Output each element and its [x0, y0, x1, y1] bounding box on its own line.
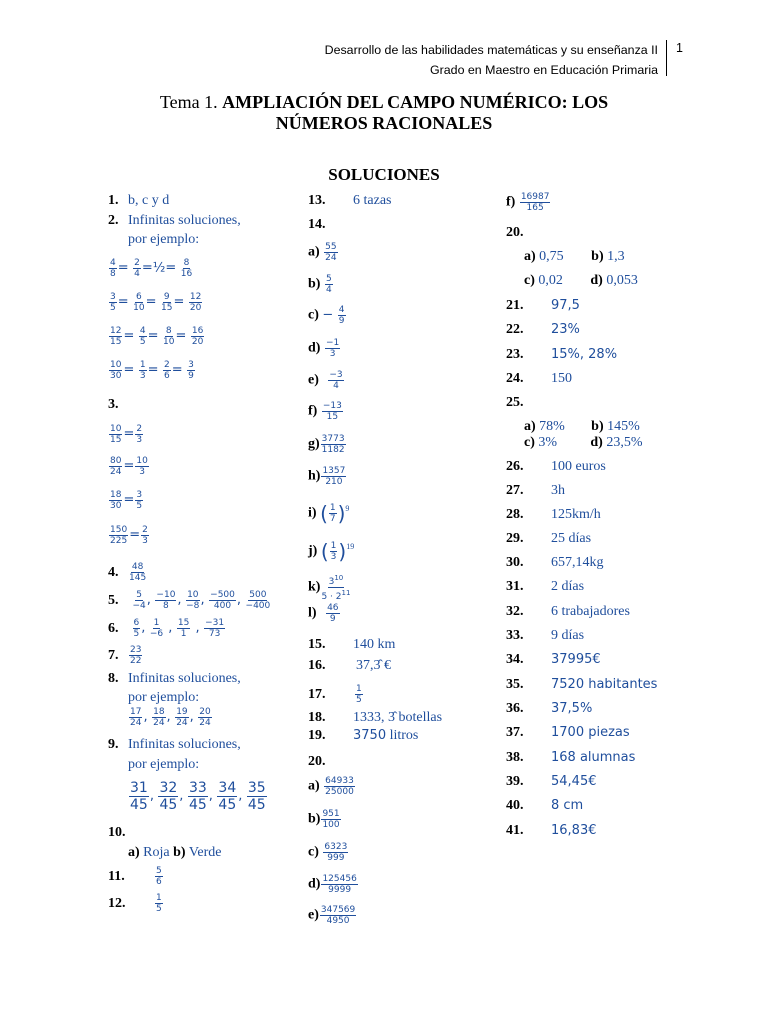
answer-2-eq-d: $\frac{10}{30}$ = $\frac{1}{3}$ = $\frac{2}{6}$ = $\frac{3}{9}$ [110, 360, 194, 381]
answer-33: 33. 9 días [506, 628, 585, 643]
answer-25-cd: c) 3% d) 23,5% [524, 435, 643, 450]
answer-1 [108, 192, 169, 210]
answer-14: 14. [308, 217, 326, 232]
answer-3-a: $\frac{10}{15}$ = $\frac{2}{3}$ [110, 424, 143, 445]
item-number: 2. [108, 213, 119, 228]
fraction: $\frac{8}{16}$ [180, 258, 193, 279]
answer-34: 34. 37995€ [506, 652, 601, 667]
answer-20-pct: 20. [506, 225, 524, 240]
answer-14h: h) $\frac{1357}{210}$ [308, 466, 346, 487]
answer-20f: f) $\frac{16987}{165}$ [506, 192, 550, 213]
answer-36: 36. 37,5% [506, 701, 593, 716]
answer-7: 7. $\frac{23}{22}$ [108, 645, 142, 666]
answer-2 [108, 212, 241, 230]
answer-10-opts: a) Roja b) Verde [128, 845, 222, 860]
answer-31: 31. 2 días [506, 579, 585, 594]
answer-8-cont: por ejemplo: [128, 690, 200, 705]
answer-38: 38. 168 alumnas [506, 750, 636, 765]
answer-2-eq-c: $\frac{12}{15}$ = $\frac{4}{5}$ = $\frac{8}{10}$ = $\frac{16}{20}$ [110, 326, 204, 347]
answer-text: por ejemplo: [128, 232, 200, 247]
answer-3-c: $\frac{18}{30}$ = $\frac{3}{5}$ [110, 490, 143, 511]
header-degree: Grado en Maestro en Educación Primaria [430, 63, 658, 77]
answer-24: 24. 150 [506, 371, 572, 386]
answer-20e: e) $\frac{347569}{4950}$ [308, 905, 356, 926]
answer-22: 22. 23% [506, 322, 580, 337]
answer-25-ab: a) 78% b) 145% [524, 419, 640, 434]
answer-8-fracs: $\frac{17}{24}$ , $\frac{18}{24}$ , $\frac{19}{24}$ , $\frac{20}{24}$ [130, 707, 211, 728]
answer-2-cont [128, 231, 199, 249]
answer-3-d: $\frac{150}{225}$ = $\frac{2}{3}$ [110, 525, 148, 546]
answer-35: 35. 7520 habitantes [506, 677, 658, 692]
answer-20a: a) $\frac{64933}{25000}$ [308, 776, 354, 797]
answer-14a: a) $\frac{55}{24}$ [308, 242, 337, 263]
answer-20c: c) $\frac{6323}{999}$ [308, 842, 348, 863]
header-course: Desarrollo de las habilidades matemáticas y su enseñanza II [324, 43, 658, 57]
answer-32: 32. 6 trabajadores [506, 604, 630, 619]
title-line1: AMPLIACIÓN DEL CAMPO NUMÉRICO: LOS [222, 92, 609, 112]
answer-20d: d) $\frac{125456}{9999}$ [308, 874, 357, 895]
answer-15: 15. 140 km [308, 637, 396, 652]
answer-9-cont: por ejemplo: [128, 757, 200, 772]
answer-3-b: $\frac{80}{24}$ = $\frac{10}{3}$ [110, 456, 148, 477]
header-divider [666, 40, 667, 76]
answer-39: 39. 54,45€ [506, 774, 597, 789]
answer-8: 8. Infinitas soluciones, [108, 671, 241, 686]
answer-12: 12. $\frac{1}{5}$ [108, 893, 162, 914]
answer-2-eq-a: $\frac{4}{8}$ = $\frac{2}{4}$ =½= $\frac{8}{16}$ [110, 258, 193, 279]
answer-23: 23. 15%, 28% [506, 347, 618, 362]
answer-18: 18. 1333, 3̂ botellas [308, 710, 443, 725]
answer-26: 26. 100 euros [506, 459, 606, 474]
section-heading: SOLUCIONES [328, 165, 440, 184]
answer-14e: e) $\frac{-3}{4}$ [308, 370, 343, 391]
item-number: 3. [108, 397, 119, 412]
item-number: 1. [108, 193, 119, 208]
page-header [258, 40, 658, 80]
answer-9: 9. Infinitas soluciones, [108, 737, 241, 752]
answer-28: 28. 125km/h [506, 507, 601, 522]
answer-14g: g) $\frac{3773}{1182}$ [308, 434, 345, 455]
fraction: $\frac{2}{4}$ [134, 258, 140, 279]
answer-21: 21. 97,5 [506, 298, 580, 313]
answer-14d: d) $\frac{-1}{3}$ [308, 338, 340, 359]
answer-14j: j) ( $\frac{1}{3}$ )$^{19}$ [308, 539, 355, 564]
answer-14f: f) $\frac{-13}{15}$ [308, 401, 342, 422]
answer-11: 11. $\frac{5}{6}$ [108, 866, 162, 887]
answer-27: 27. 3h [506, 483, 565, 498]
answer-13: 13. 6 tazas [308, 193, 392, 208]
answer-41: 41. 16,83€ [506, 823, 597, 838]
answer-6: 6. $\frac{6}{5}$ , $\frac{1}{-6}$ , $\frac{15}{1}$ , $\frac{-31}{73}$ [108, 618, 225, 639]
answer-14i: i) ( $\frac{1}{7}$ )$^9$ [308, 501, 350, 526]
answer-19: 19. 3750 litros [308, 728, 419, 743]
answer-14b: b) $\frac{5}{4}$ [308, 274, 332, 295]
answer-20b: b) $\frac{951}{100}$ [308, 809, 340, 830]
document-title [0, 92, 768, 134]
answer-40: 40. 8 cm [506, 798, 584, 813]
answer-3 [108, 396, 119, 414]
answer-14k: k) $\frac{3^{10}}{5 \cdot 2^{11}}$ [308, 574, 351, 602]
answer-30: 30. 657,14kg [506, 555, 604, 570]
page-number: 1 [676, 41, 683, 55]
answer-17: 17. $\frac{1}{5}$ [308, 684, 362, 705]
answer-text: Infinitas soluciones, [128, 213, 241, 228]
answer-29: 29. 25 días [506, 531, 592, 546]
answer-25: 25. [506, 395, 524, 410]
fraction: $\frac{4}{8}$ [110, 258, 116, 279]
answer-20-cd: c) 0,02 d) 0,053 [524, 273, 638, 288]
answer-37: 37. 1700 piezas [506, 725, 630, 740]
answer-20: 20. [308, 754, 326, 769]
answer-14l: l) $\frac{46}{9}$ [308, 603, 339, 624]
answer-10: 10. [108, 825, 126, 840]
answer-14c: c) − $\frac{4}{9}$ [308, 305, 345, 326]
answer-5: 5. $\frac{5}{-4}$ , $\frac{-10}{8}$ , $\frac{10}{-8}$ , $\frac{-500}{400}$ , $\frac{500}{-400}$ [108, 590, 271, 611]
answer-2-eq-b: $\frac{3}{5}$ = $\frac{6}{10}$ = $\frac{9}{15}$ = $\frac{12}{20}$ [110, 292, 202, 313]
title-prefix: Tema 1. [159, 92, 218, 112]
answer-text: b, c y d [128, 193, 170, 208]
answer-9-fracs: $\frac{31}{45}$ , $\frac{32}{45}$ , $\frac{33}{45}$ , $\frac{34}{45}$ , $\frac{35}{45}$ [130, 780, 266, 813]
answer-4: 4. $\frac{48}{145}$ [108, 562, 147, 583]
answer-16: 16. 37,3̂ € [308, 658, 391, 673]
answer-20-ab: a) 0,75 b) 1,3 [524, 249, 625, 264]
title-line2: NÚMEROS RACIONALES [275, 113, 493, 133]
